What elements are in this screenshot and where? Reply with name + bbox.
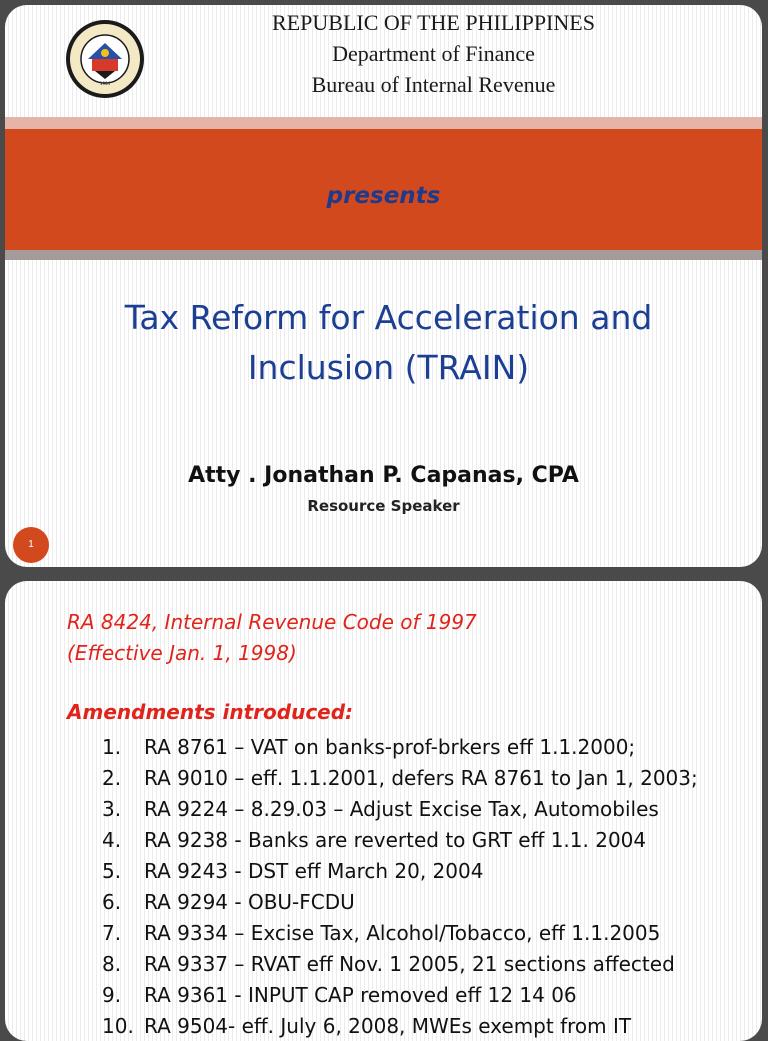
title-slide [5, 5, 762, 567]
list-item: 4. RA 9238 - Banks are reverted to GRT eff 1.1. 2004 [102, 828, 647, 852]
list-item: 5. RA 9243 - DST eff March 20, 2004 [102, 859, 484, 883]
list-item: 10. RA 9504- eff. July 6, 2008, MWEs exempt from IT [102, 1014, 632, 1038]
republic-line: REPUBLIC OF THE PHILIPPINES [272, 10, 595, 35]
svg-text:1904: 1904 [99, 81, 111, 86]
speaker-role: Resource Speaker [307, 497, 460, 515]
speaker-name: Atty . Jonathan P. Capanas, CPA [188, 463, 579, 488]
law-line-2: (Effective Jan. 1, 1998) [67, 641, 297, 665]
list-item: 7. RA 9334 – Excise Tax, Alcohol/Tobacco, eff 1.1.2005 [102, 921, 661, 945]
amendments-heading: Amendments introduced: [67, 700, 354, 724]
title-line-1: Tax Reform for Acceleration and [124, 298, 653, 337]
page-number-badge: 1 [13, 527, 49, 563]
bureau-line: Bureau of Internal Revenue [311, 72, 556, 97]
list-item: 6. RA 9294 - OBU-FCDU [102, 890, 355, 914]
law-heading [67, 607, 477, 669]
presents-text: presents [326, 183, 441, 209]
law-line-1: RA 8424, Internal Revenue Code of 1997 [67, 610, 477, 634]
list-item: 1. RA 8761 – VAT on banks-prof-brkers eff 1.1.2000; [102, 735, 636, 759]
gray-divider-band [5, 250, 762, 260]
list-item: 2. RA 9010 – eff. 1.1.2001, defers RA 8761 to Jan 1, 2003; [102, 766, 698, 790]
content-slide [5, 581, 762, 1041]
slide-title [65, 293, 712, 393]
department-line: Department of Finance [332, 41, 535, 66]
title-line-2: Inclusion (TRAIN) [247, 348, 530, 387]
list-item: 3. RA 9224 – 8.29.03 – Adjust Excise Tax, Automobiles [102, 797, 659, 821]
amendments-list [102, 732, 698, 1041]
list-item: 8. RA 9337 – RVAT eff Nov. 1 2005, 21 sections affected [102, 952, 675, 976]
pink-divider-band [5, 117, 762, 129]
list-item: 9. RA 9361 - INPUT CAP removed eff 12 14 06 [102, 983, 577, 1007]
bir-seal-logo [65, 19, 145, 99]
government-header [145, 7, 722, 100]
